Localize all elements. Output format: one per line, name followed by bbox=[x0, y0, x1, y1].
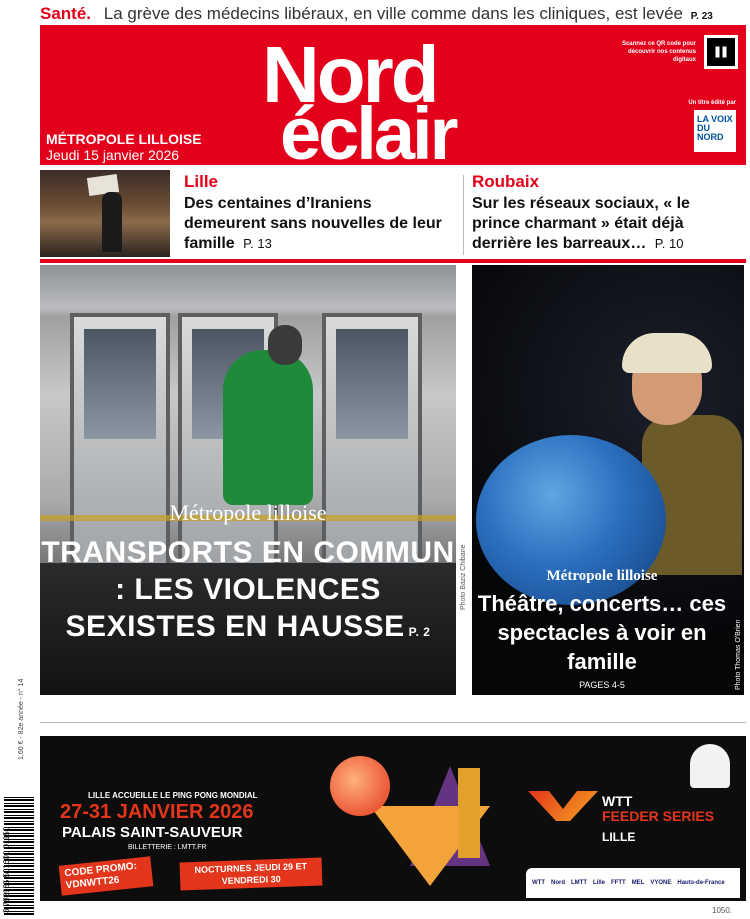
teaser-city: Roubaix bbox=[472, 172, 540, 191]
ad-nocturnes-badge: NOCTURNES JEUDI 29 ET VENDREDI 30 bbox=[180, 858, 323, 891]
sponsor-logo: Hauts-de-France bbox=[677, 880, 725, 886]
sponsor-logo: VYONE bbox=[650, 880, 672, 886]
advertisement[interactable] bbox=[40, 736, 746, 901]
wtt-logo-icon bbox=[528, 791, 598, 821]
ad-city: LILLE bbox=[602, 830, 636, 844]
ad-intro: LILLE ACCUEILLE LE PING PONG MONDIAL bbox=[88, 791, 258, 800]
masthead bbox=[40, 25, 746, 175]
sponsor-logo: WTT bbox=[532, 880, 545, 886]
ad-dates: 27-31 JANVIER 2026 bbox=[60, 801, 254, 823]
main-story-headline: TRANSPORTS EN COMMUN : LES VIOLENCES SEXISTES EN HAUSSE P. 2 bbox=[41, 536, 455, 643]
performer-hair bbox=[622, 333, 712, 373]
second-story-pages: PAGES 4-5 bbox=[579, 680, 625, 690]
top-strip-headline: La grève des médecins libéraux, en ville comme dans les cliniques, est levée bbox=[103, 4, 684, 23]
wolf-logo-icon bbox=[690, 744, 730, 788]
sponsor-logo: FFTT bbox=[611, 880, 626, 886]
second-story-headline: Théâtre, concerts… ces spectacles à voir en famille bbox=[477, 591, 727, 674]
main-story-text[interactable] bbox=[40, 500, 456, 651]
logo-nord: Nord bbox=[262, 30, 437, 119]
section-divider bbox=[40, 259, 746, 263]
agent-figure bbox=[223, 350, 313, 505]
sponsor-logo: MEL bbox=[631, 880, 645, 886]
ping-pong-ball-icon bbox=[330, 756, 390, 816]
top-strip[interactable] bbox=[40, 4, 746, 26]
publisher-logo: LA VOIX DU NORD bbox=[694, 110, 736, 152]
second-story-text[interactable] bbox=[472, 568, 732, 690]
ad-divider bbox=[40, 722, 746, 723]
belfry-icon bbox=[458, 768, 480, 858]
edition-zone: MÉTROPOLE LILLOISE bbox=[46, 131, 202, 147]
top-strip-kicker: Santé. bbox=[40, 4, 92, 23]
photo-credit: Photo Thomas O'Brien bbox=[735, 619, 742, 690]
top-strip-page: P. 23 bbox=[690, 11, 713, 22]
ad-promo-badge: CODE PROMO: VDNWTT26 bbox=[59, 856, 154, 895]
teaser-page: P. 13 bbox=[243, 236, 272, 251]
ping-pong-artwork bbox=[310, 746, 510, 896]
ad-venue: PALAIS SAINT-SAUVEUR bbox=[62, 824, 243, 841]
ad-feeder-series: FEEDER SERIES bbox=[602, 808, 715, 824]
sponsor-strip bbox=[526, 868, 740, 898]
second-story-kicker: Métropole lilloise bbox=[546, 568, 658, 584]
barcode-number: 3 782985 501600 01150 bbox=[2, 826, 11, 913]
teaser-lille[interactable] bbox=[184, 172, 454, 254]
protester-figure bbox=[102, 192, 122, 252]
logo-eclair: éclair bbox=[280, 92, 456, 175]
main-story-page: P. 2 bbox=[408, 625, 431, 639]
ad-ticketing: BILLETTERIE : LMTT.FR bbox=[128, 844, 207, 851]
publisher-label: Un titre édité par bbox=[688, 100, 736, 106]
teaser-text: Des centaines d’Iraniens demeurent sans nouvelles de leur famille bbox=[184, 195, 442, 252]
sponsor-logo: Lille bbox=[593, 880, 606, 886]
qr-caption: Scannez ce QR code pour découvrir nos contenus digitaux bbox=[621, 41, 696, 63]
main-story-kicker: Métropole lilloise bbox=[169, 500, 327, 525]
teaser-text: Sur les réseaux sociaux, « le prince charmant » était déjà derrière les barreaux… bbox=[472, 195, 690, 252]
teaser-divider bbox=[463, 175, 464, 255]
teaser-roubaix[interactable] bbox=[472, 172, 742, 254]
qr-code-icon[interactable] bbox=[704, 35, 738, 69]
sponsor-logo: LMTT bbox=[571, 880, 587, 886]
teaser-city: Lille bbox=[184, 172, 219, 191]
teaser-page: P. 10 bbox=[654, 236, 684, 251]
edition-date: Jeudi 15 janvier 2026 bbox=[46, 147, 180, 163]
footer-code: 1050. bbox=[712, 906, 733, 915]
agent-head bbox=[268, 325, 302, 365]
photo-credit: Photo Baziz Chibane bbox=[460, 544, 467, 610]
teaser-photo bbox=[40, 170, 170, 257]
price-info: 1,60 € - 82e année - n° 14 bbox=[18, 678, 25, 760]
sponsor-logo: Nord bbox=[551, 880, 565, 886]
ad-wtt: WTT bbox=[602, 793, 633, 809]
edition-info bbox=[46, 131, 202, 163]
